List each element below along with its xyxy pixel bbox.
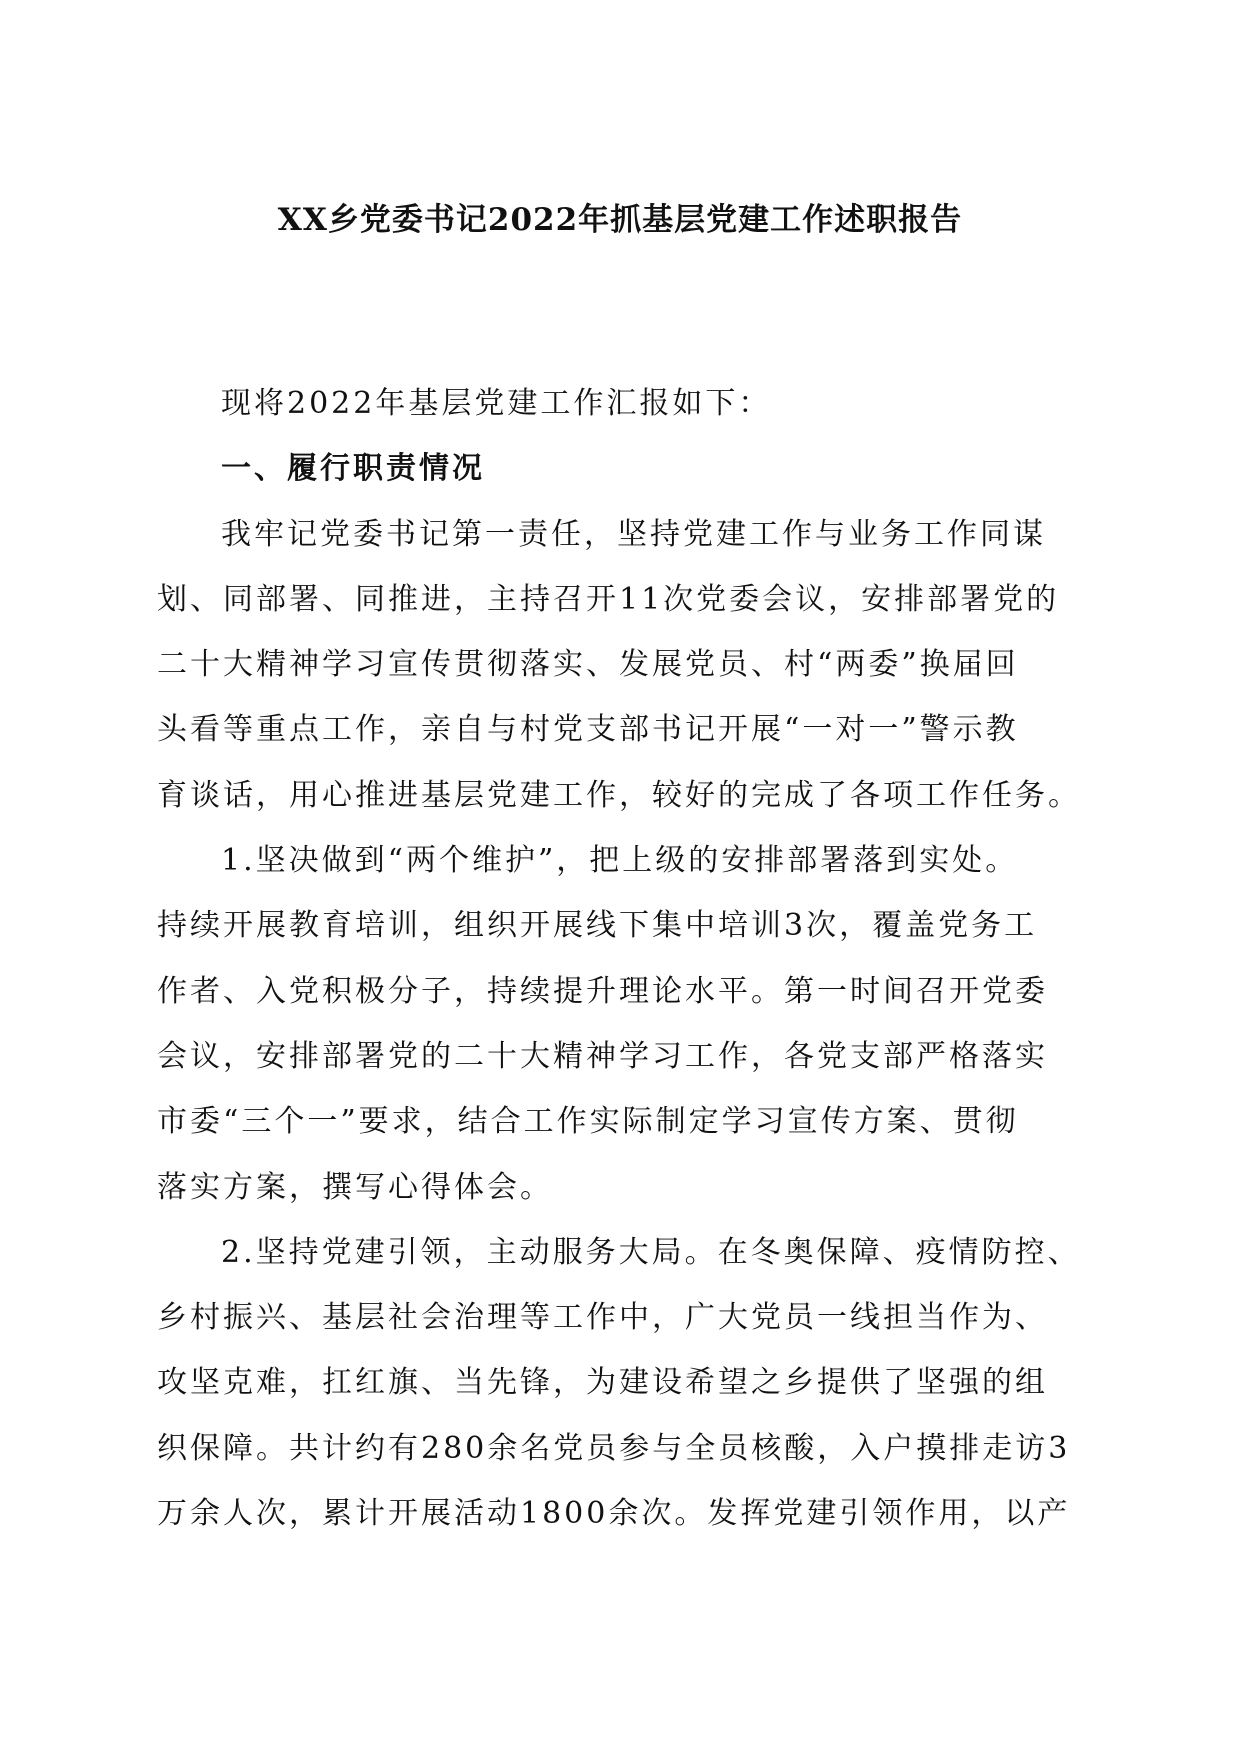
paragraph-line: 攻坚克难，扛红旗、当先锋，为建设希望之乡提供了坚强的组 — [157, 1365, 1048, 1401]
paragraph-line: 落实方案，撰写心得体会。 — [157, 1169, 553, 1205]
document-title: XX乡党委书记2022年抓基层党建工作述职报告 — [277, 202, 963, 238]
point-1-line: 1.坚决做到“两个维护”，把上级的安排部署落到实处。 — [221, 843, 1019, 879]
paragraph-line: 乡村振兴、基层社会治理等工作中，广大党员一线担当作为、 — [157, 1300, 1048, 1336]
intro-line: 现将2022年基层党建工作汇报如下： — [221, 386, 772, 421]
document-body — [157, 371, 1097, 1546]
paragraph-line: 市委“三个一”要求，结合工作实际制定学习宣传方案、贯彻 — [157, 1104, 1019, 1140]
paragraph-line: 万余人次，累计开展活动1800余次。发挥党建引领作用，以产 — [157, 1496, 1071, 1532]
paragraph-line: 织保障。共计约有280余名党员参与全员核酸，入户摸排走访3 — [157, 1430, 1071, 1466]
paragraph-line: 划、同部署、同推进，主持召开11次党委会议，安排部署党的 — [157, 581, 1060, 617]
paragraph-line: 我牢记党委书记第一责任，坚持党建工作与业务工作同谋 — [221, 516, 1046, 552]
paragraph-line: 作者、入党积极分子，持续提升理论水平。第一时间召开党委 — [157, 973, 1048, 1009]
paragraph-line: 持续开展教育培训，组织开展线下集中培训3次，覆盖党务工 — [157, 908, 1038, 944]
paragraph-line: 头看等重点工作，亲自与村党支部书记开展“一对一”警示教 — [157, 712, 1019, 748]
paragraph-line: 育谈话，用心推进基层党建工作，较好的完成了各项工作任务。 — [157, 777, 1081, 813]
point-2-line: 2.坚持党建引领，主动服务大局。在冬奥保障、疫情防控、 — [221, 1234, 1081, 1270]
paragraph-line: 二十大精神学习宣传贯彻落实、发展党员、村“两委”换届回 — [157, 647, 1019, 683]
paragraph-line: 会议，安排部署党的二十大精神学习工作，各党支部严格落实 — [157, 1038, 1048, 1074]
section-heading-duties: 一、履行职责情况 — [221, 451, 485, 487]
